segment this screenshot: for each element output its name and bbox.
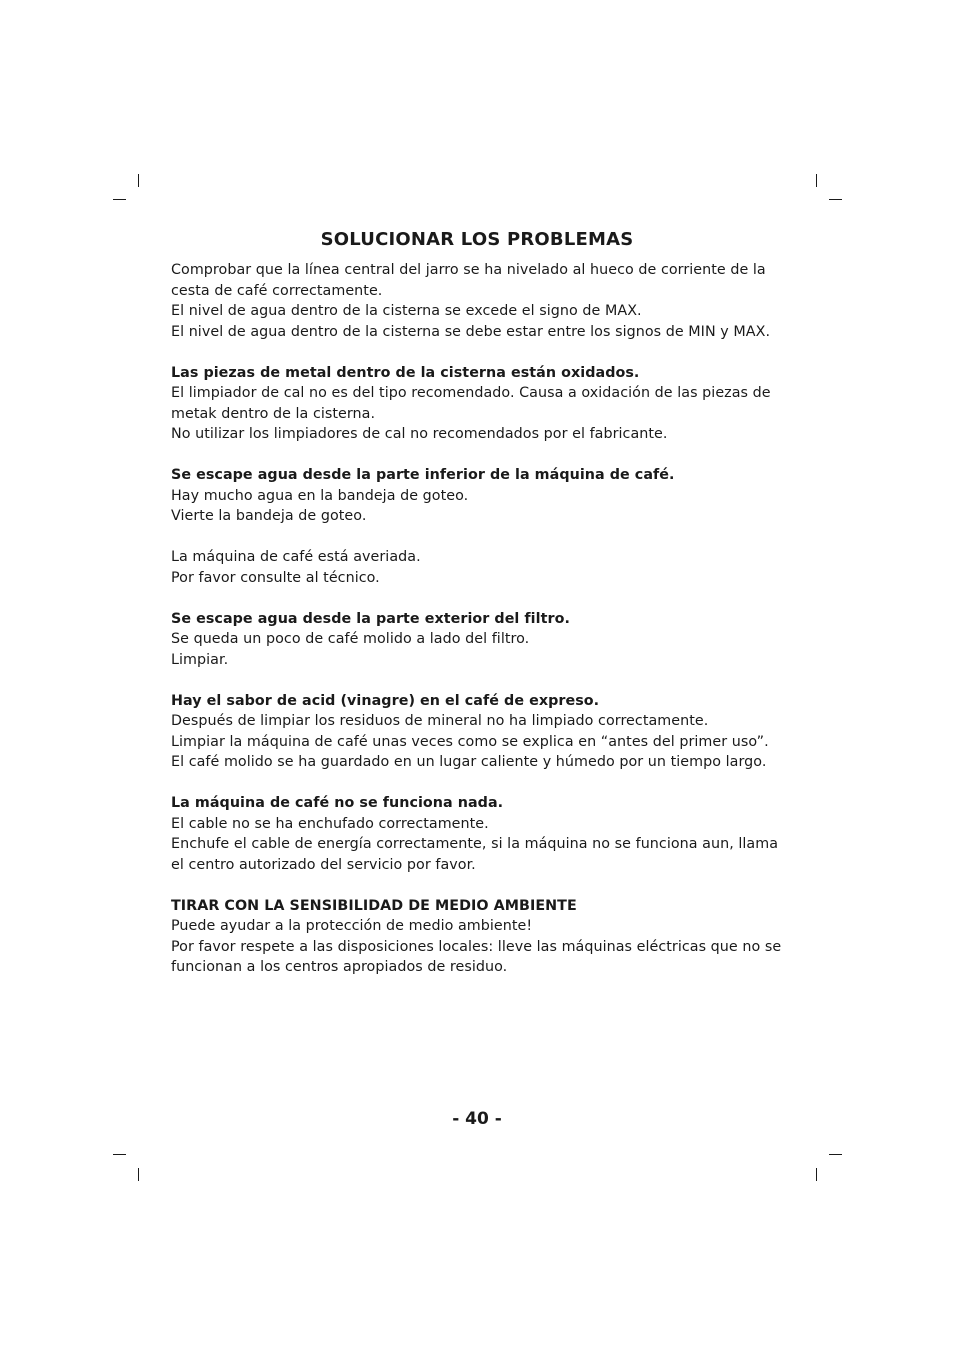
section-heading: Se escape agua desde la parte exterior del filtro. (171, 610, 570, 627)
section-oxidized-parts (171, 363, 787, 445)
section-heading: TIRAR CON LA SENSIBILIDAD DE MEDIO AMBIENTE (171, 897, 577, 914)
section-line: El café molido se ha guardado en un lugar caliente y húmedo por un tiempo largo. (171, 754, 767, 770)
section-line: Limpiar. (171, 651, 229, 668)
intro-line: El nivel de agua dentro de la cisterna se excede el signo de MAX. (171, 303, 642, 319)
troubleshooting-content (171, 260, 787, 978)
page-title: SOLUCIONAR LOS PROBLEMAS (320, 229, 634, 250)
section-line: Después de limpiar los residuos de mineral no ha limpiado correctamente. (171, 713, 709, 729)
crop-mark-top-right-vertical (816, 174, 817, 187)
section-line: Enchufe el cable de energía correctamente, si la máquina no se funciona aun, llama el centro autorizado del servicio por favor. (171, 836, 779, 873)
section-line: Vierte la bandeja de goteo. (171, 508, 367, 524)
section-line: El limpiador de cal no es del tipo recomendado. Causa a oxidación de las piezas de metak dentro de la cisterna. (171, 385, 771, 422)
crop-mark-top-right-horizontal (829, 199, 842, 200)
section-heading: La máquina de café no se funciona nada. (171, 795, 504, 811)
section-line: Por favor consulte al técnico. (171, 569, 380, 586)
section-line: No utilizar los limpiadores de cal no recomendados por el fabricante. (171, 426, 668, 442)
section-acid-taste (171, 691, 787, 773)
crop-mark-bottom-right-vertical (816, 1168, 817, 1181)
page-number: - 40 - (452, 1109, 502, 1129)
section-line: Hay mucho agua en la bandeja de goteo. (171, 487, 469, 504)
crop-mark-top-left-vertical (138, 174, 139, 187)
section-line: Por favor respete a las disposiciones locales: lleve las máquinas eléctricas que no se funcionan a los centros apropiados de residuo. (171, 938, 782, 975)
section-line: Se queda un poco de café molido a lado del filtro. (171, 631, 530, 647)
section-not-working (171, 793, 787, 875)
section-leak-filter (171, 609, 787, 671)
section-leak-bottom (171, 465, 787, 588)
crop-mark-bottom-left-vertical (138, 1168, 139, 1181)
section-environment (171, 896, 787, 978)
section-heading: Hay el sabor de acid (vinagre) en el café de expreso. (171, 692, 600, 709)
intro-line: El nivel de agua dentro de la cisterna se debe estar entre los signos de MIN y MAX. (171, 323, 771, 340)
crop-mark-bottom-left-horizontal (113, 1154, 126, 1155)
section-line: El cable no se ha enchufado correctamente. (171, 815, 489, 832)
crop-mark-top-left-horizontal (113, 199, 126, 200)
section-line: Limpiar la máquina de café unas veces como se explica en “antes del primer uso”. (171, 733, 769, 750)
section-heading: Las piezas de metal dentro de la cisterna están oxidados. (171, 364, 640, 381)
crop-mark-bottom-right-horizontal (829, 1154, 842, 1155)
section-line: Puede ayudar a la protección de medio ambiente! (171, 918, 533, 934)
intro-line: Comprobar que la línea central del jarro se ha nivelado al hueco de corriente de la cesta de café correctamente. (171, 262, 766, 299)
intro-block (171, 260, 787, 342)
section-heading: Se escape agua desde la parte inferior de la máquina de café. (171, 467, 675, 483)
section-line: La máquina de café está averiada. (171, 549, 421, 565)
